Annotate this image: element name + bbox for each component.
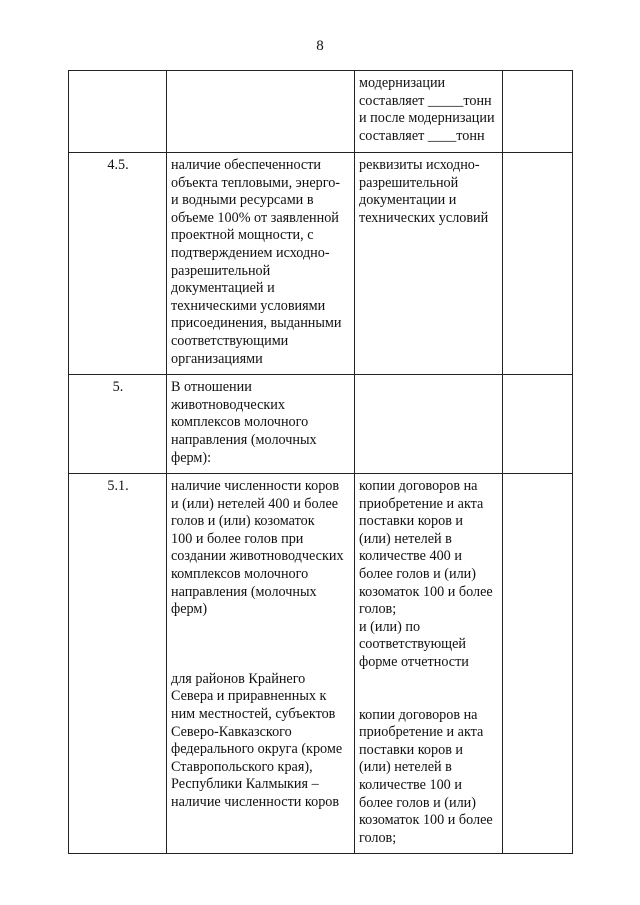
row-number-cell: [69, 71, 167, 153]
document-text: реквизиты исходно- разрешительной документации и технических условий: [359, 157, 489, 226]
document-cell: [355, 375, 503, 474]
document-text: модернизации составляет _____тонн и после модернизации составляет ____тонн: [359, 75, 495, 144]
extra-cell: [503, 474, 573, 854]
criterion-cell: [167, 153, 355, 375]
criterion-text: В отношении животноводческих комплексов молочного направления (молочных ферм):: [171, 379, 317, 466]
criterion-text: наличие численности коров и (или) нетелей 400 и более голов и (или) козоматок 100 и более голов при создании животноводческих комплексов молочного направления (молочных ферм): [171, 478, 344, 618]
table-row: [69, 375, 573, 474]
criterion-text-secondary: для районов Крайнего Севера и приравненных к ним местностей, субъектов Северо-Кавказского федерального округа (кроме Ставропольского края), Республики Калмыкия – наличие численности коров: [171, 670, 343, 810]
paragraph-spacer: [359, 672, 499, 707]
criteria-table: [68, 70, 573, 854]
document-text: копии договоров на приобретение и акта поставки коров и (или) нетелей в количестве 400 и более голов и (или) козоматок 100 и более голов; и (или) по соответствующей форме отчетности: [359, 478, 493, 671]
row-number-cell: 4.5.: [69, 153, 167, 375]
table-row: [69, 153, 573, 375]
document-cell: [355, 71, 503, 153]
document-text-secondary: копии договоров на приобретение и акта поставки коров и (или) нетелей в количестве 100 и более голов и (или) козоматок 100 и более голов;: [359, 706, 493, 846]
extra-cell: [503, 375, 573, 474]
criterion-cell: [167, 71, 355, 153]
row-number-cell: 5.1.: [69, 474, 167, 854]
document-cell: [355, 474, 503, 854]
criterion-text: наличие обеспеченности объекта тепловыми, энерго- и водными ресурсами в объеме 100% от заявленной проектной мощности, с подтверждением исходно- разрешительной документацией и техническими условиями присоединения, выданными соответствующими организациями: [171, 157, 342, 367]
paragraph-spacer: [171, 619, 351, 671]
criterion-cell: [167, 474, 355, 854]
document-cell: [355, 153, 503, 375]
table-row: [69, 474, 573, 854]
row-number-cell: 5.: [69, 375, 167, 474]
extra-cell: [503, 153, 573, 375]
table-row: [69, 71, 573, 153]
page-number: 8: [316, 38, 324, 54]
criterion-cell: [167, 375, 355, 474]
extra-cell: [503, 71, 573, 153]
